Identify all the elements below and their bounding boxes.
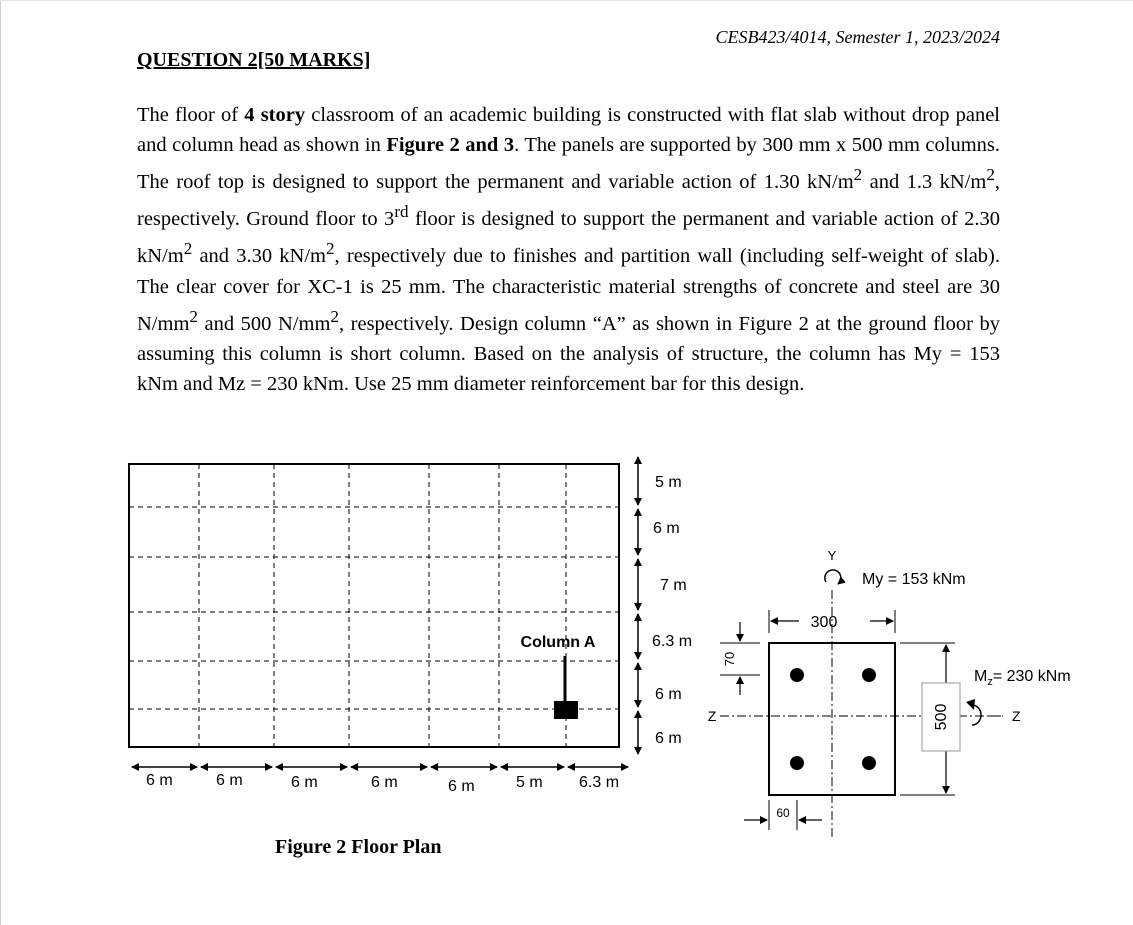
floor-plan	[129, 457, 692, 795]
figure-caption: Figure 2 Floor Plan	[275, 836, 442, 858]
x-span-1: 6 m	[146, 772, 173, 789]
course-header: CESB423/4014, Semester 1, 2023/2024	[715, 27, 1000, 47]
mz-label	[974, 668, 1071, 688]
column-a-label: Column A	[520, 634, 596, 651]
rebar	[862, 668, 876, 682]
y-span-6: 6 m	[655, 730, 682, 747]
cover-top-dim: 70	[722, 651, 737, 667]
y-axis-label: Y	[827, 548, 837, 563]
x-span-4: 6 m	[371, 774, 398, 791]
my-moment-arrow	[825, 570, 841, 584]
superscript: 2	[189, 306, 198, 326]
rebar	[790, 668, 804, 682]
grid-horizontal	[129, 507, 619, 709]
superscript: rd	[394, 202, 409, 222]
superscript: 2	[183, 239, 193, 259]
text-run: and 3.30 kN/m	[192, 245, 326, 268]
column-a-marker	[554, 701, 578, 719]
superscript: 2	[986, 165, 995, 185]
text-run: . The panels are supported by 300 mm x 500 mm columns. The roof top is designed to support the permanent and variable action of 1.30 kN/m	[137, 134, 1001, 194]
text-run: classroom of an academic building is constructed with flat slab without drop panel and column head as shown in	[137, 104, 1000, 157]
y-span-5: 6 m	[655, 686, 682, 703]
mz-moment-head	[966, 699, 975, 710]
x-span-2: 6 m	[216, 772, 243, 789]
superscript: 2	[853, 165, 863, 185]
superscript: 2	[326, 239, 335, 259]
text-run: , respectively. Ground floor to 3	[137, 171, 1000, 231]
text-run: floor is designed to support the permanent and variable action of 2.30 kN/m	[137, 208, 1000, 268]
width-dim: 300	[810, 614, 838, 631]
y-span-1: 5 m	[655, 474, 682, 491]
depth-dim: 500	[933, 703, 950, 731]
rebar	[862, 756, 876, 770]
my-label: My = 153 kNm	[862, 571, 966, 588]
y-span-3: 7 m	[660, 577, 687, 594]
rebar	[790, 756, 804, 770]
text-run: The floor of	[137, 104, 245, 126]
y-span-2: 6 m	[653, 520, 680, 537]
x-span-5: 6 m	[448, 778, 475, 795]
text-run: and 500 N/mm	[197, 312, 331, 335]
z-axis-label: Z	[707, 708, 717, 724]
y-dimension-labels	[652, 474, 692, 747]
x-span-3: 6 m	[291, 774, 318, 791]
grid-vertical	[199, 464, 566, 747]
column-section	[708, 548, 1071, 838]
x-span-7: 6.3 m	[579, 774, 620, 791]
text-run: , respectively due to finishes and partition wall (including self-weight of slab). The clear cover for XC-1 is 25 mm. The characteristic material strengths of concrete and steel are 30 N/mm	[137, 245, 1000, 335]
bold-run: 4 story	[244, 104, 306, 126]
text-run: and 1.3 kN/m	[862, 171, 987, 194]
slab-outline	[129, 464, 619, 747]
z-axis-label-right: Z	[1012, 708, 1021, 724]
text-run: , respectively. Design column “A” as shown in Figure 2 at the ground floor by assuming this column is short column. Based on the analysis of structure, the column has My = 153 kNm and Mz = 230 kNm. Use 25 mm diameter reinforcement bar for this design.	[137, 312, 1000, 395]
superscript: 2	[330, 306, 339, 326]
x-dimension-labels	[146, 772, 619, 795]
y-span-4: 6.3 m	[652, 633, 693, 650]
mz-rest: = 230 kNm	[992, 668, 1071, 685]
mz-main: M	[974, 668, 988, 685]
mz-sub: z	[987, 676, 993, 688]
question-title: QUESTION 2[50 MARKS]	[137, 49, 371, 71]
cover-side-dim: 60	[776, 806, 790, 820]
reinforcement-bars	[790, 668, 876, 770]
x-span-6: 5 m	[516, 774, 543, 791]
bold-run: Figure 2 and 3	[386, 134, 515, 157]
